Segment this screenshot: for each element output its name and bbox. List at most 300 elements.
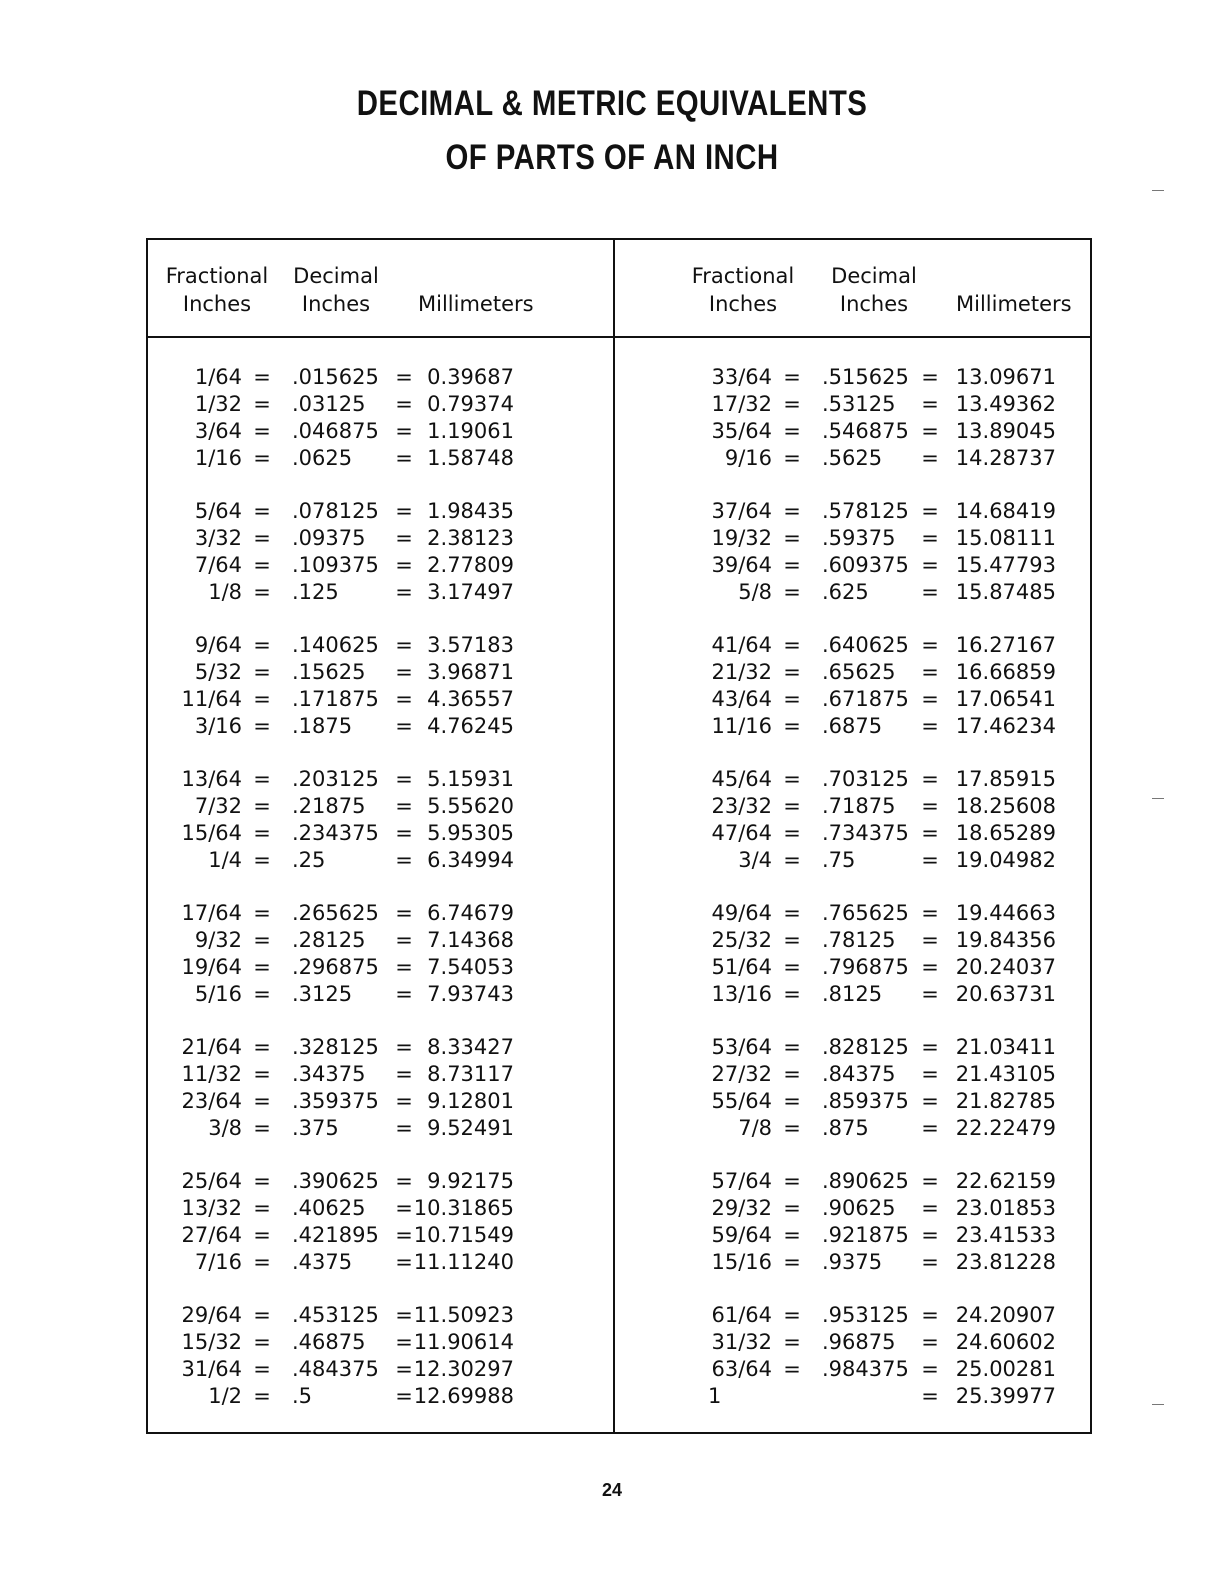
table-row (148, 820, 1088, 847)
fraction-cell: 25/64 (181, 1169, 242, 1193)
fraction-cell: 27/32 (711, 1062, 772, 1086)
equals-sign: = (783, 499, 801, 523)
decimal-cell: .3125 (292, 982, 353, 1006)
millimeters-cell: 24.60602 (955, 1330, 1056, 1354)
equals-sign: = (253, 1116, 271, 1140)
fraction-cell: 37/64 (711, 499, 772, 523)
fraction-cell: 9/32 (194, 928, 242, 952)
fraction-cell: 13/64 (181, 767, 242, 791)
equals-sign: = (921, 1250, 939, 1274)
equals-sign: = (253, 526, 271, 550)
equals-sign: = (253, 660, 271, 684)
table-row (148, 1034, 1088, 1061)
header-fractional-line1: Fractional (691, 264, 795, 288)
decimal-cell: .125 (292, 580, 339, 604)
equals-sign: = (783, 419, 801, 443)
fraction-cell: 15/64 (181, 821, 242, 845)
equals-sign: = (253, 901, 271, 925)
millimeters-cell: 18.25608 (955, 794, 1056, 818)
equals-sign: = (921, 553, 939, 577)
millimeters-cell: 19.04982 (955, 848, 1056, 872)
decimal-cell: .1875 (292, 714, 353, 738)
equals-sign: = (395, 1223, 413, 1247)
table-row (148, 579, 1088, 606)
equals-sign: = (395, 982, 413, 1006)
equals-sign: = (783, 365, 801, 389)
equals-sign: = (395, 526, 413, 550)
equals-sign: = (783, 1330, 801, 1354)
millimeters-cell: 3.57183 (427, 633, 514, 657)
decimal-cell: .9375 (822, 1250, 883, 1274)
millimeters-cell: 24.20907 (955, 1303, 1056, 1327)
millimeters-cell: 17.06541 (955, 687, 1056, 711)
decimal-cell: .828125 (822, 1035, 909, 1059)
decimal-cell: .84375 (822, 1062, 896, 1086)
equals-sign: = (395, 955, 413, 979)
decimal-cell: .328125 (292, 1035, 379, 1059)
millimeters-cell: 2.77809 (427, 553, 514, 577)
table-row (148, 525, 1088, 552)
page-number: 24 (601, 1480, 623, 1500)
decimal-cell: .546875 (822, 419, 909, 443)
decimal-cell: .90625 (822, 1196, 896, 1220)
equals-sign: = (395, 660, 413, 684)
decimal-cell: .171875 (292, 687, 379, 711)
millimeters-cell: 3.96871 (427, 660, 514, 684)
equals-sign: = (921, 982, 939, 1006)
fraction-cell: 51/64 (711, 955, 772, 979)
decimal-cell: .03125 (292, 392, 366, 416)
equals-sign: = (921, 633, 939, 657)
decimal-cell: .015625 (292, 365, 379, 389)
table-row (148, 391, 1088, 418)
decimal-cell: .703125 (822, 767, 909, 791)
table-row (148, 1356, 1088, 1383)
equals-sign: = (253, 1384, 271, 1408)
equals-sign: = (783, 633, 801, 657)
fraction-cell: 39/64 (711, 553, 772, 577)
fraction-cell: 23/32 (711, 794, 772, 818)
decimal-cell: .953125 (822, 1303, 909, 1327)
equals-sign: = (395, 901, 413, 925)
fraction-cell: 13/16 (711, 982, 772, 1006)
millimeters-cell: 9.12801 (427, 1089, 514, 1113)
table-row (148, 847, 1088, 874)
equals-sign: = (921, 1062, 939, 1086)
margin-mark (1152, 1404, 1164, 1405)
table-row (148, 981, 1088, 1008)
equals-sign: = (921, 446, 939, 470)
equals-sign: = (253, 633, 271, 657)
equals-sign: = (783, 901, 801, 925)
fraction-cell: 53/64 (711, 1035, 772, 1059)
millimeters-cell: 14.68419 (955, 499, 1056, 523)
millimeters-cell: 12.69988 (413, 1384, 514, 1408)
equals-sign: = (921, 1330, 939, 1354)
fraction-cell: 7/16 (194, 1250, 242, 1274)
equals-sign: = (921, 767, 939, 791)
millimeters-cell: 15.08111 (955, 526, 1056, 550)
fraction-cell: 1/32 (194, 392, 242, 416)
fraction-cell: 55/64 (711, 1089, 772, 1113)
equals-sign: = (395, 392, 413, 416)
fraction-cell: 27/64 (181, 1223, 242, 1247)
equals-sign: = (783, 553, 801, 577)
equals-sign: = (253, 1062, 271, 1086)
equals-sign: = (253, 580, 271, 604)
equals-sign: = (783, 1250, 801, 1274)
millimeters-cell: 10.31865 (413, 1196, 514, 1220)
decimal-cell: .21875 (292, 794, 366, 818)
millimeters-cell: 12.30297 (413, 1357, 514, 1381)
fraction-cell: 11/16 (711, 714, 772, 738)
equals-sign: = (395, 633, 413, 657)
fraction-cell: 5/16 (194, 982, 242, 1006)
decimal-cell: .921875 (822, 1223, 909, 1247)
millimeters-cell: 6.34994 (427, 848, 514, 872)
table-row (148, 686, 1088, 713)
fraction-cell: 1/2 (208, 1384, 242, 1408)
equals-sign: = (253, 446, 271, 470)
fraction-cell: 63/64 (711, 1357, 772, 1381)
fraction-cell: 25/32 (711, 928, 772, 952)
table-row (148, 713, 1088, 740)
header-decimal-line1: Decimal (831, 264, 917, 288)
equals-sign: = (253, 392, 271, 416)
millimeters-cell: 4.76245 (427, 714, 514, 738)
millimeters-cell: 23.81228 (955, 1250, 1056, 1274)
table-row (148, 1329, 1088, 1356)
decimal-cell: .28125 (292, 928, 366, 952)
decimal-cell: .046875 (292, 419, 379, 443)
decimal-cell: .890625 (822, 1169, 909, 1193)
equals-sign: = (921, 821, 939, 845)
equals-sign: = (253, 794, 271, 818)
decimal-cell: .796875 (822, 955, 909, 979)
equals-sign: = (253, 982, 271, 1006)
decimal-cell: .4375 (292, 1250, 353, 1274)
millimeters-cell: 11.11240 (413, 1250, 514, 1274)
equals-sign: = (783, 580, 801, 604)
fraction-cell: 33/64 (711, 365, 772, 389)
equals-sign: = (395, 365, 413, 389)
fraction-cell: 49/64 (711, 901, 772, 925)
decimal-cell: .484375 (292, 1357, 379, 1381)
fraction-cell: 1/16 (194, 446, 242, 470)
right-header-millimeters: Millimeters (956, 292, 1072, 316)
millimeters-cell: 0.79374 (427, 392, 514, 416)
decimal-cell: .96875 (822, 1330, 896, 1354)
fraction-cell: 17/32 (711, 392, 772, 416)
equals-sign: = (783, 1303, 801, 1327)
millimeters-cell: 13.89045 (955, 419, 1056, 443)
equals-sign: = (253, 1169, 271, 1193)
equals-sign: = (253, 1303, 271, 1327)
equals-sign: = (253, 1223, 271, 1247)
fraction-cell: 7/8 (738, 1116, 772, 1140)
equals-sign: = (395, 419, 413, 443)
millimeters-cell: 8.73117 (427, 1062, 514, 1086)
decimal-cell: .59375 (822, 526, 896, 550)
millimeters-cell: 18.65289 (955, 821, 1056, 845)
fraction-cell: 17/64 (181, 901, 242, 925)
millimeters-cell: 21.43105 (955, 1062, 1056, 1086)
header-fractional-line1: Fractional (165, 264, 269, 288)
decimal-cell: .875 (822, 1116, 869, 1140)
millimeters-cell: 15.87485 (955, 580, 1056, 604)
equals-sign: = (253, 553, 271, 577)
equals-sign: = (783, 982, 801, 1006)
fraction-cell: 21/64 (181, 1035, 242, 1059)
table-row (148, 927, 1088, 954)
table-row (148, 1302, 1088, 1329)
equals-sign: = (921, 1303, 939, 1327)
equals-sign: = (395, 1384, 413, 1408)
table-row (148, 1195, 1088, 1222)
equals-sign: = (921, 392, 939, 416)
decimal-cell: .34375 (292, 1062, 366, 1086)
decimal-cell: .09375 (292, 526, 366, 550)
fraction-cell: 5/64 (194, 499, 242, 523)
equals-sign: = (783, 1035, 801, 1059)
equals-sign: = (921, 928, 939, 952)
equals-sign: = (783, 526, 801, 550)
table-row (148, 632, 1088, 659)
millimeters-cell: 6.74679 (427, 901, 514, 925)
equals-sign: = (395, 446, 413, 470)
decimal-cell: .359375 (292, 1089, 379, 1113)
decimal-cell: .0625 (292, 446, 353, 470)
equals-sign: = (395, 1169, 413, 1193)
equals-sign: = (783, 1223, 801, 1247)
fraction-cell: 3/8 (208, 1116, 242, 1140)
equals-sign: = (783, 928, 801, 952)
equals-sign: = (921, 365, 939, 389)
millimeters-cell: 22.22479 (955, 1116, 1056, 1140)
decimal-cell: .609375 (822, 553, 909, 577)
equals-sign: = (783, 1116, 801, 1140)
equals-sign: = (395, 1116, 413, 1140)
fraction-cell: 19/32 (711, 526, 772, 550)
decimal-cell: .78125 (822, 928, 896, 952)
header-divider (148, 336, 1090, 338)
millimeters-cell: 19.44663 (955, 901, 1056, 925)
millimeters-cell: 7.54053 (427, 955, 514, 979)
millimeters-cell: 15.47793 (955, 553, 1056, 577)
decimal-cell: .40625 (292, 1196, 366, 1220)
fraction-cell: 3/16 (194, 714, 242, 738)
millimeters-cell: 3.17497 (427, 580, 514, 604)
decimal-cell: .078125 (292, 499, 379, 523)
decimal-cell: .578125 (822, 499, 909, 523)
equals-sign: = (921, 1035, 939, 1059)
table-row (148, 418, 1088, 445)
fraction-cell: 61/64 (711, 1303, 772, 1327)
equals-sign: = (253, 955, 271, 979)
millimeters-cell: 23.41533 (955, 1223, 1056, 1247)
equals-sign: = (783, 1169, 801, 1193)
millimeters-cell: 22.62159 (955, 1169, 1056, 1193)
equals-sign: = (395, 1196, 413, 1220)
millimeters-cell: 8.33427 (427, 1035, 514, 1059)
millimeters-cell: 20.63731 (955, 982, 1056, 1006)
equals-sign: = (783, 687, 801, 711)
equals-sign: = (395, 714, 413, 738)
decimal-cell: .375 (292, 1116, 339, 1140)
equals-sign: = (253, 848, 271, 872)
equals-sign: = (253, 714, 271, 738)
fraction-cell: 1 (708, 1384, 722, 1408)
right-header-decimal (826, 262, 922, 318)
fraction-cell: 43/64 (711, 687, 772, 711)
equals-sign: = (921, 794, 939, 818)
equals-sign: = (395, 1062, 413, 1086)
table-row (148, 498, 1088, 525)
equals-sign: = (253, 1089, 271, 1113)
equals-sign: = (783, 714, 801, 738)
equals-sign: = (783, 767, 801, 791)
equals-sign: = (253, 1035, 271, 1059)
equals-sign: = (921, 1384, 939, 1408)
decimal-cell: .109375 (292, 553, 379, 577)
decimal-cell: .296875 (292, 955, 379, 979)
decimal-cell: .265625 (292, 901, 379, 925)
decimal-cell: .734375 (822, 821, 909, 845)
decimal-cell: .640625 (822, 633, 909, 657)
millimeters-cell: 19.84356 (955, 928, 1056, 952)
decimal-cell: .671875 (822, 687, 909, 711)
table-row (148, 1383, 1088, 1410)
fraction-cell: 3/4 (738, 848, 772, 872)
table-row (148, 552, 1088, 579)
equals-sign: = (783, 1062, 801, 1086)
decimal-cell: .5625 (822, 446, 883, 470)
millimeters-cell: 23.01853 (955, 1196, 1056, 1220)
fraction-cell: 41/64 (711, 633, 772, 657)
header-decimal-line2: Inches (839, 292, 909, 316)
millimeters-cell: 0.39687 (427, 365, 514, 389)
equals-sign: = (253, 687, 271, 711)
fraction-cell: 31/64 (181, 1357, 242, 1381)
decimal-cell: .5 (292, 1384, 313, 1408)
decimal-cell: .8125 (822, 982, 883, 1006)
equals-sign: = (921, 848, 939, 872)
millimeters-cell: 10.71549 (413, 1223, 514, 1247)
equals-sign: = (253, 365, 271, 389)
equals-sign: = (783, 794, 801, 818)
decimal-cell: .46875 (292, 1330, 366, 1354)
header-fractional-line2: Inches (182, 292, 252, 316)
equals-sign: = (921, 660, 939, 684)
millimeters-cell: 25.39977 (955, 1384, 1056, 1408)
table-row (148, 766, 1088, 793)
fraction-cell: 5/8 (738, 580, 772, 604)
fraction-cell: 59/64 (711, 1223, 772, 1247)
equals-sign: = (253, 1330, 271, 1354)
equals-sign: = (921, 901, 939, 925)
equals-sign: = (395, 1250, 413, 1274)
millimeters-cell: 13.09671 (955, 365, 1056, 389)
decimal-cell: .390625 (292, 1169, 379, 1193)
fraction-cell: 9/64 (194, 633, 242, 657)
millimeters-cell: 21.82785 (955, 1089, 1056, 1113)
equals-sign: = (253, 419, 271, 443)
table-row (148, 1115, 1088, 1142)
equals-sign: = (921, 1116, 939, 1140)
millimeters-cell: 7.14368 (427, 928, 514, 952)
equals-sign: = (253, 499, 271, 523)
equals-sign: = (921, 955, 939, 979)
millimeters-cell: 1.19061 (427, 419, 514, 443)
equals-sign: = (253, 1196, 271, 1220)
fraction-cell: 11/32 (181, 1062, 242, 1086)
millimeters-cell: 9.92175 (427, 1169, 514, 1193)
equals-sign: = (921, 1196, 939, 1220)
fraction-cell: 11/64 (181, 687, 242, 711)
millimeters-cell: 5.95305 (427, 821, 514, 845)
equals-sign: = (253, 928, 271, 952)
equals-sign: = (395, 1330, 413, 1354)
decimal-cell: .421895 (292, 1223, 379, 1247)
millimeters-cell: 1.58748 (427, 446, 514, 470)
fraction-cell: 5/32 (194, 660, 242, 684)
decimal-cell: .140625 (292, 633, 379, 657)
table-row (148, 954, 1088, 981)
margin-mark (1152, 190, 1164, 191)
table-row (148, 1249, 1088, 1276)
right-header-fractional (688, 262, 798, 318)
table-row (148, 364, 1088, 391)
page-title-line-1: DECIMAL & METRIC EQUIVALENTS (356, 84, 868, 123)
fraction-cell: 29/64 (181, 1303, 242, 1327)
table-row (148, 445, 1088, 472)
equals-sign: = (783, 660, 801, 684)
equals-sign: = (921, 1089, 939, 1113)
equals-sign: = (395, 1035, 413, 1059)
fraction-cell: 7/64 (194, 553, 242, 577)
equals-sign: = (395, 687, 413, 711)
equals-sign: = (395, 1089, 413, 1113)
equivalents-table (146, 238, 1092, 1434)
decimal-cell: .15625 (292, 660, 366, 684)
fraction-cell: 1/64 (194, 365, 242, 389)
equals-sign: = (783, 821, 801, 845)
page-title-line-2: OF PARTS OF AN INCH (445, 138, 779, 177)
decimal-cell: .515625 (822, 365, 909, 389)
header-fractional-line2: Inches (708, 292, 778, 316)
fraction-cell: 47/64 (711, 821, 772, 845)
equals-sign: = (921, 1357, 939, 1381)
fraction-cell: 35/64 (711, 419, 772, 443)
equals-sign: = (783, 848, 801, 872)
equals-sign: = (395, 821, 413, 845)
equals-sign: = (783, 1196, 801, 1220)
millimeters-cell: 17.85915 (955, 767, 1056, 791)
fraction-cell: 9/16 (724, 446, 772, 470)
fraction-cell: 1/4 (208, 848, 242, 872)
table-row (148, 793, 1088, 820)
decimal-cell: .53125 (822, 392, 896, 416)
equals-sign: = (253, 767, 271, 791)
millimeters-cell: 9.52491 (427, 1116, 514, 1140)
millimeters-cell: 4.36557 (427, 687, 514, 711)
decimal-cell: .453125 (292, 1303, 379, 1327)
fraction-cell: 45/64 (711, 767, 772, 791)
fraction-cell: 3/64 (194, 419, 242, 443)
millimeters-cell: 21.03411 (955, 1035, 1056, 1059)
margin-mark (1152, 798, 1164, 799)
millimeters-cell: 16.27167 (955, 633, 1056, 657)
